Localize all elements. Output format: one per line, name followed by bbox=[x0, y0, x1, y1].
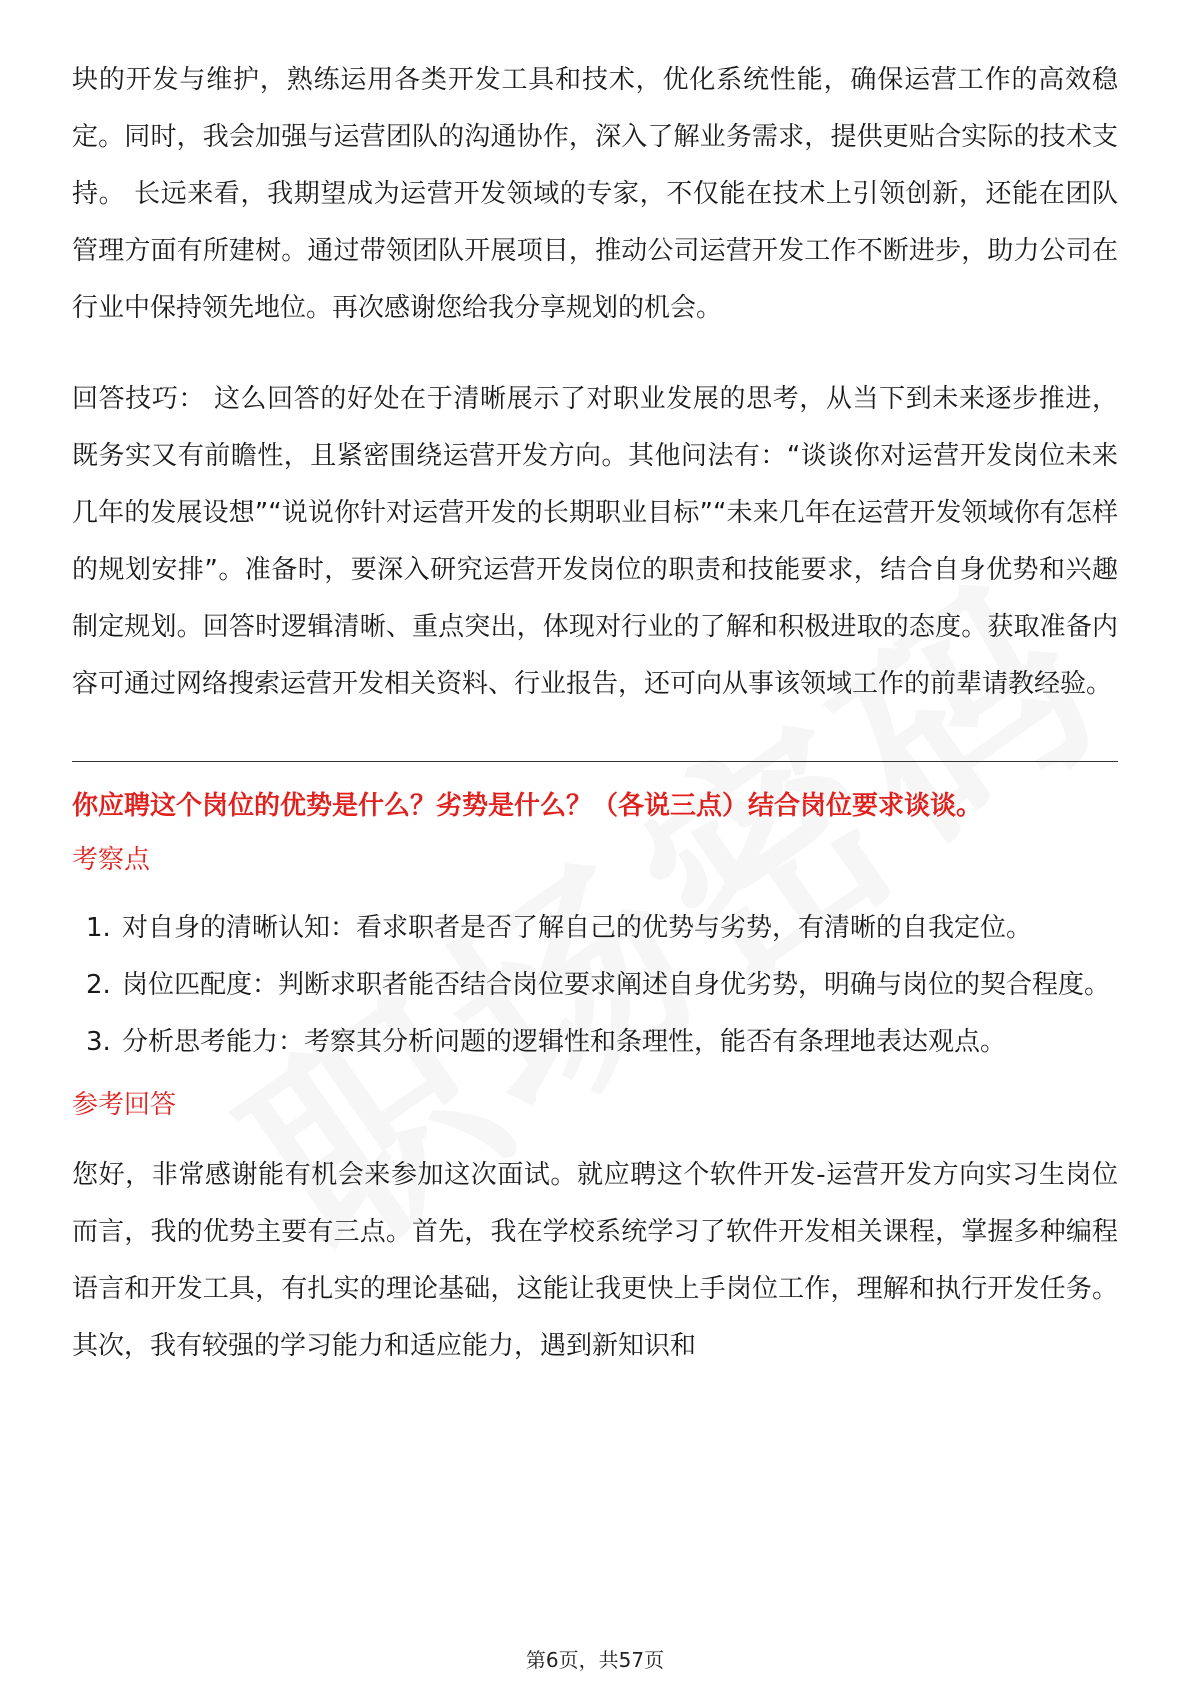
list-item bbox=[72, 957, 1118, 1014]
list-item-text: 对自身的清晰认知：看求职者是否了解自己的优势与劣势，有清晰的自我定位。 bbox=[122, 913, 1033, 943]
list-item-number: 2. bbox=[86, 970, 111, 1000]
tips-paragraph: 回答技巧： 这么回答的好处在于清晰展示了对职业发展的思考，从当下到未来逐步推进，既务实又有前瞻性，且紧密围绕运营开发方向。其他问法有：“谈谈你对运营开发岗位未来几年的发展设想”“说说你针对运营开发的长期职业目标”“未来几年在运营开发领域你有怎样的规划安排”。准备时，要深入研究运营开发岗位的职责和技能要求，结合自身优势和兴趣制定规划。回答时逻辑清晰、重点突出，体现对行业的了解和积极进取的态度。获取准备内容可通过网络搜索运营开发相关资料、行业报告，还可向从事该领域工作的前辈请教经验。 bbox=[72, 384, 1118, 699]
answer-heading: 参考回答 bbox=[72, 1090, 177, 1120]
page-number: 第6页，共57页 bbox=[525, 1648, 665, 1672]
answer-paragraph: 您好，非常感谢能有机会来参加这次面试。就应聘这个软件开发-运营开发方向实习生岗位而言，我的优势主要有三点。首先，我在学校系统学习了软件开发相关课程，掌握多种编程语言和开发工具，有扎实的理论基础，这能让我更快上手岗位工作，理解和执行开发任务。其次，我有较强的学习能力和适应能力，遇到新知识和 bbox=[72, 1160, 1118, 1361]
intro-paragraph: 块的开发与维护，熟练运用各类开发工具和技术，优化系统性能，确保运营工作的高效稳定。同时，我会加强与运营团队的沟通协作，深入了解业务需求，提供更贴合实际的技术支持。 长远来看，我期望成为运营开发领域的专家，不仅能在技术上引领创新，还能在团队管理方面有所建树。通过带领团队开展项目，推动公司运营开发工作不断进步，助力公司在行业中保持领先地位。再次感谢您给我分享规划的机会。 bbox=[72, 65, 1118, 323]
list-item-number: 1. bbox=[86, 913, 111, 943]
document-page bbox=[72, 52, 1118, 1375]
question-title: 你应聘这个岗位的优势是什么？劣势是什么？（各说三点）结合岗位要求谈谈。 bbox=[72, 791, 983, 821]
focus-heading: 考察点 bbox=[72, 845, 151, 875]
list-item bbox=[72, 900, 1118, 957]
list-item-text: 岗位匹配度：判断求职者能否结合岗位要求阐述自身优劣势，明确与岗位的契合程度。 bbox=[122, 970, 1111, 1000]
focus-points-list bbox=[72, 900, 1118, 1071]
list-item-text: 分析思考能力：考察其分析问题的逻辑性和条理性，能否有条理地表达观点。 bbox=[122, 1027, 1007, 1057]
section-divider bbox=[72, 761, 1118, 762]
list-item-number: 3. bbox=[86, 1027, 111, 1057]
list-item bbox=[72, 1014, 1118, 1071]
